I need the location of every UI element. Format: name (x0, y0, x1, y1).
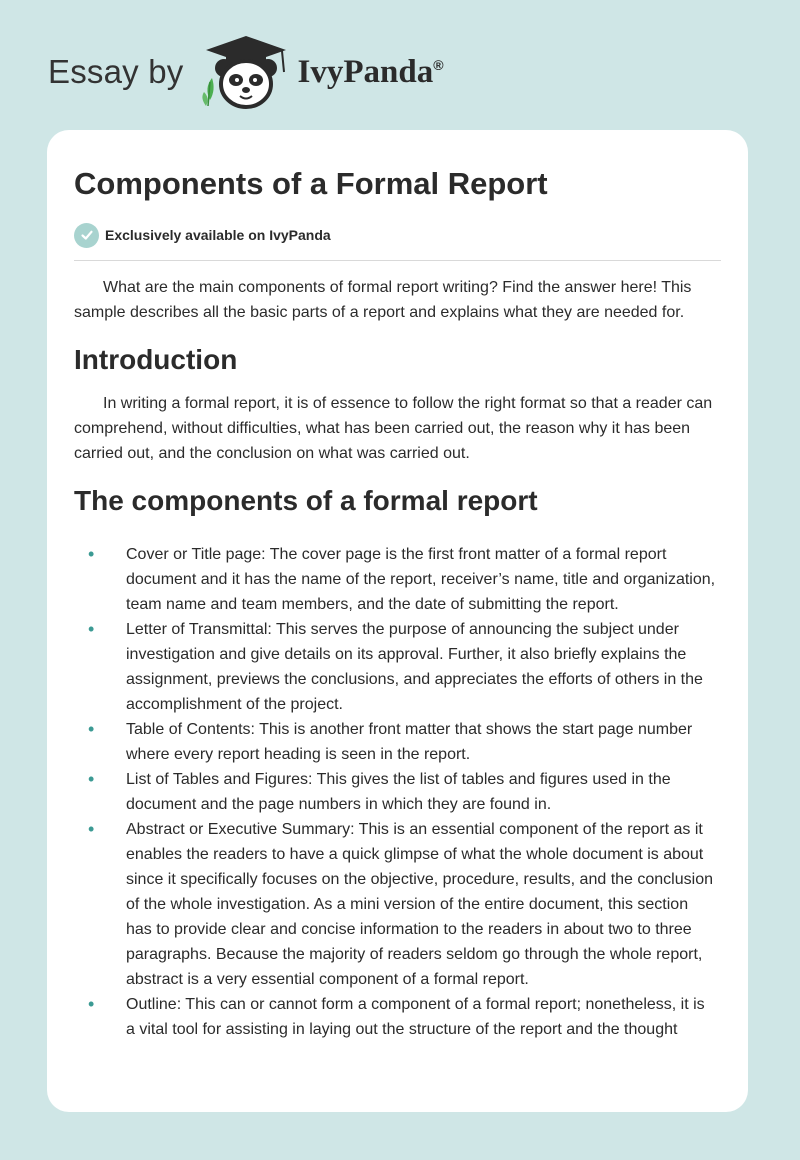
list-item: • Table of Contents: This is another front matter that shows the start page number where every report heading is seen in the report. (88, 719, 693, 763)
section-heading-components: The components of a formal report (74, 485, 538, 516)
page-title: Components of a Formal Report (74, 166, 548, 201)
introduction-paragraph: In writing a formal report, it is of essence to follow the right format so that a reader can comprehend, without difficulties, what has been carried out, the reason why it has been carried out, and the conclusion on what was carried out. (74, 395, 713, 462)
brand-prefix: Essay by (48, 53, 184, 90)
brand-name: IvyPanda® (297, 53, 444, 90)
list-item: • Letter of Transmittal: This serves the purpose of announcing the subject under investigation and give details on its approval. Further, it also briefly explains the assignment, previews the conclusions, and appreciates the efforts of others in the accomplishment of the project. (88, 619, 703, 713)
badge-text: Exclusively available on IvyPanda (105, 227, 331, 243)
list-item: • Abstract or Executive Summary: This is an essential component of the report as it enables the readers to have a quick glimpse of what the whole document is about since it specifically focuses on the objective, procedure, results, and the conclusion of the whole investigation. As a mini version of the entire document, this section has to provide clear and concise information to the readers in about two to three paragraphs. Because the majority of readers seldom go through the whole report, abstract is a very essential component of a formal report. (88, 819, 713, 988)
bullet-icon: • (88, 769, 95, 789)
list-item: • List of Tables and Figures: This gives the list of tables and figures used in the document and the page numbers in which they are found in. (88, 769, 671, 813)
list-item: • Outline: This can or cannot form a component of a formal report; nonetheless, it is a vital tool for assisting in laying out the structure of the report and the thought (88, 994, 705, 1038)
registered-mark: ® (433, 56, 444, 73)
bullet-icon: • (88, 994, 95, 1014)
list-item: • Cover or Title page: The cover page is the first front matter of a formal report document and it has the name of the report, receiver’s name, title and organization, team name and team members, and the date of submitting the report. (88, 544, 716, 613)
bullet-icon: • (88, 619, 95, 639)
brand-header (48, 34, 444, 110)
bullet-icon: • (88, 819, 95, 839)
article-card (47, 130, 748, 1112)
components-list (74, 542, 721, 1042)
exclusive-badge (74, 222, 721, 248)
intro-paragraph: What are the main components of formal report writing? Find the answer here! This sample describes all the basic parts of a report and explains what they are needed for. (74, 279, 692, 321)
bullet-icon: • (88, 719, 95, 739)
panda-graduate-icon (198, 34, 294, 110)
section-heading-introduction: Introduction (74, 344, 238, 375)
divider (74, 260, 721, 261)
check-icon (74, 223, 99, 248)
bullet-icon: • (88, 544, 95, 564)
